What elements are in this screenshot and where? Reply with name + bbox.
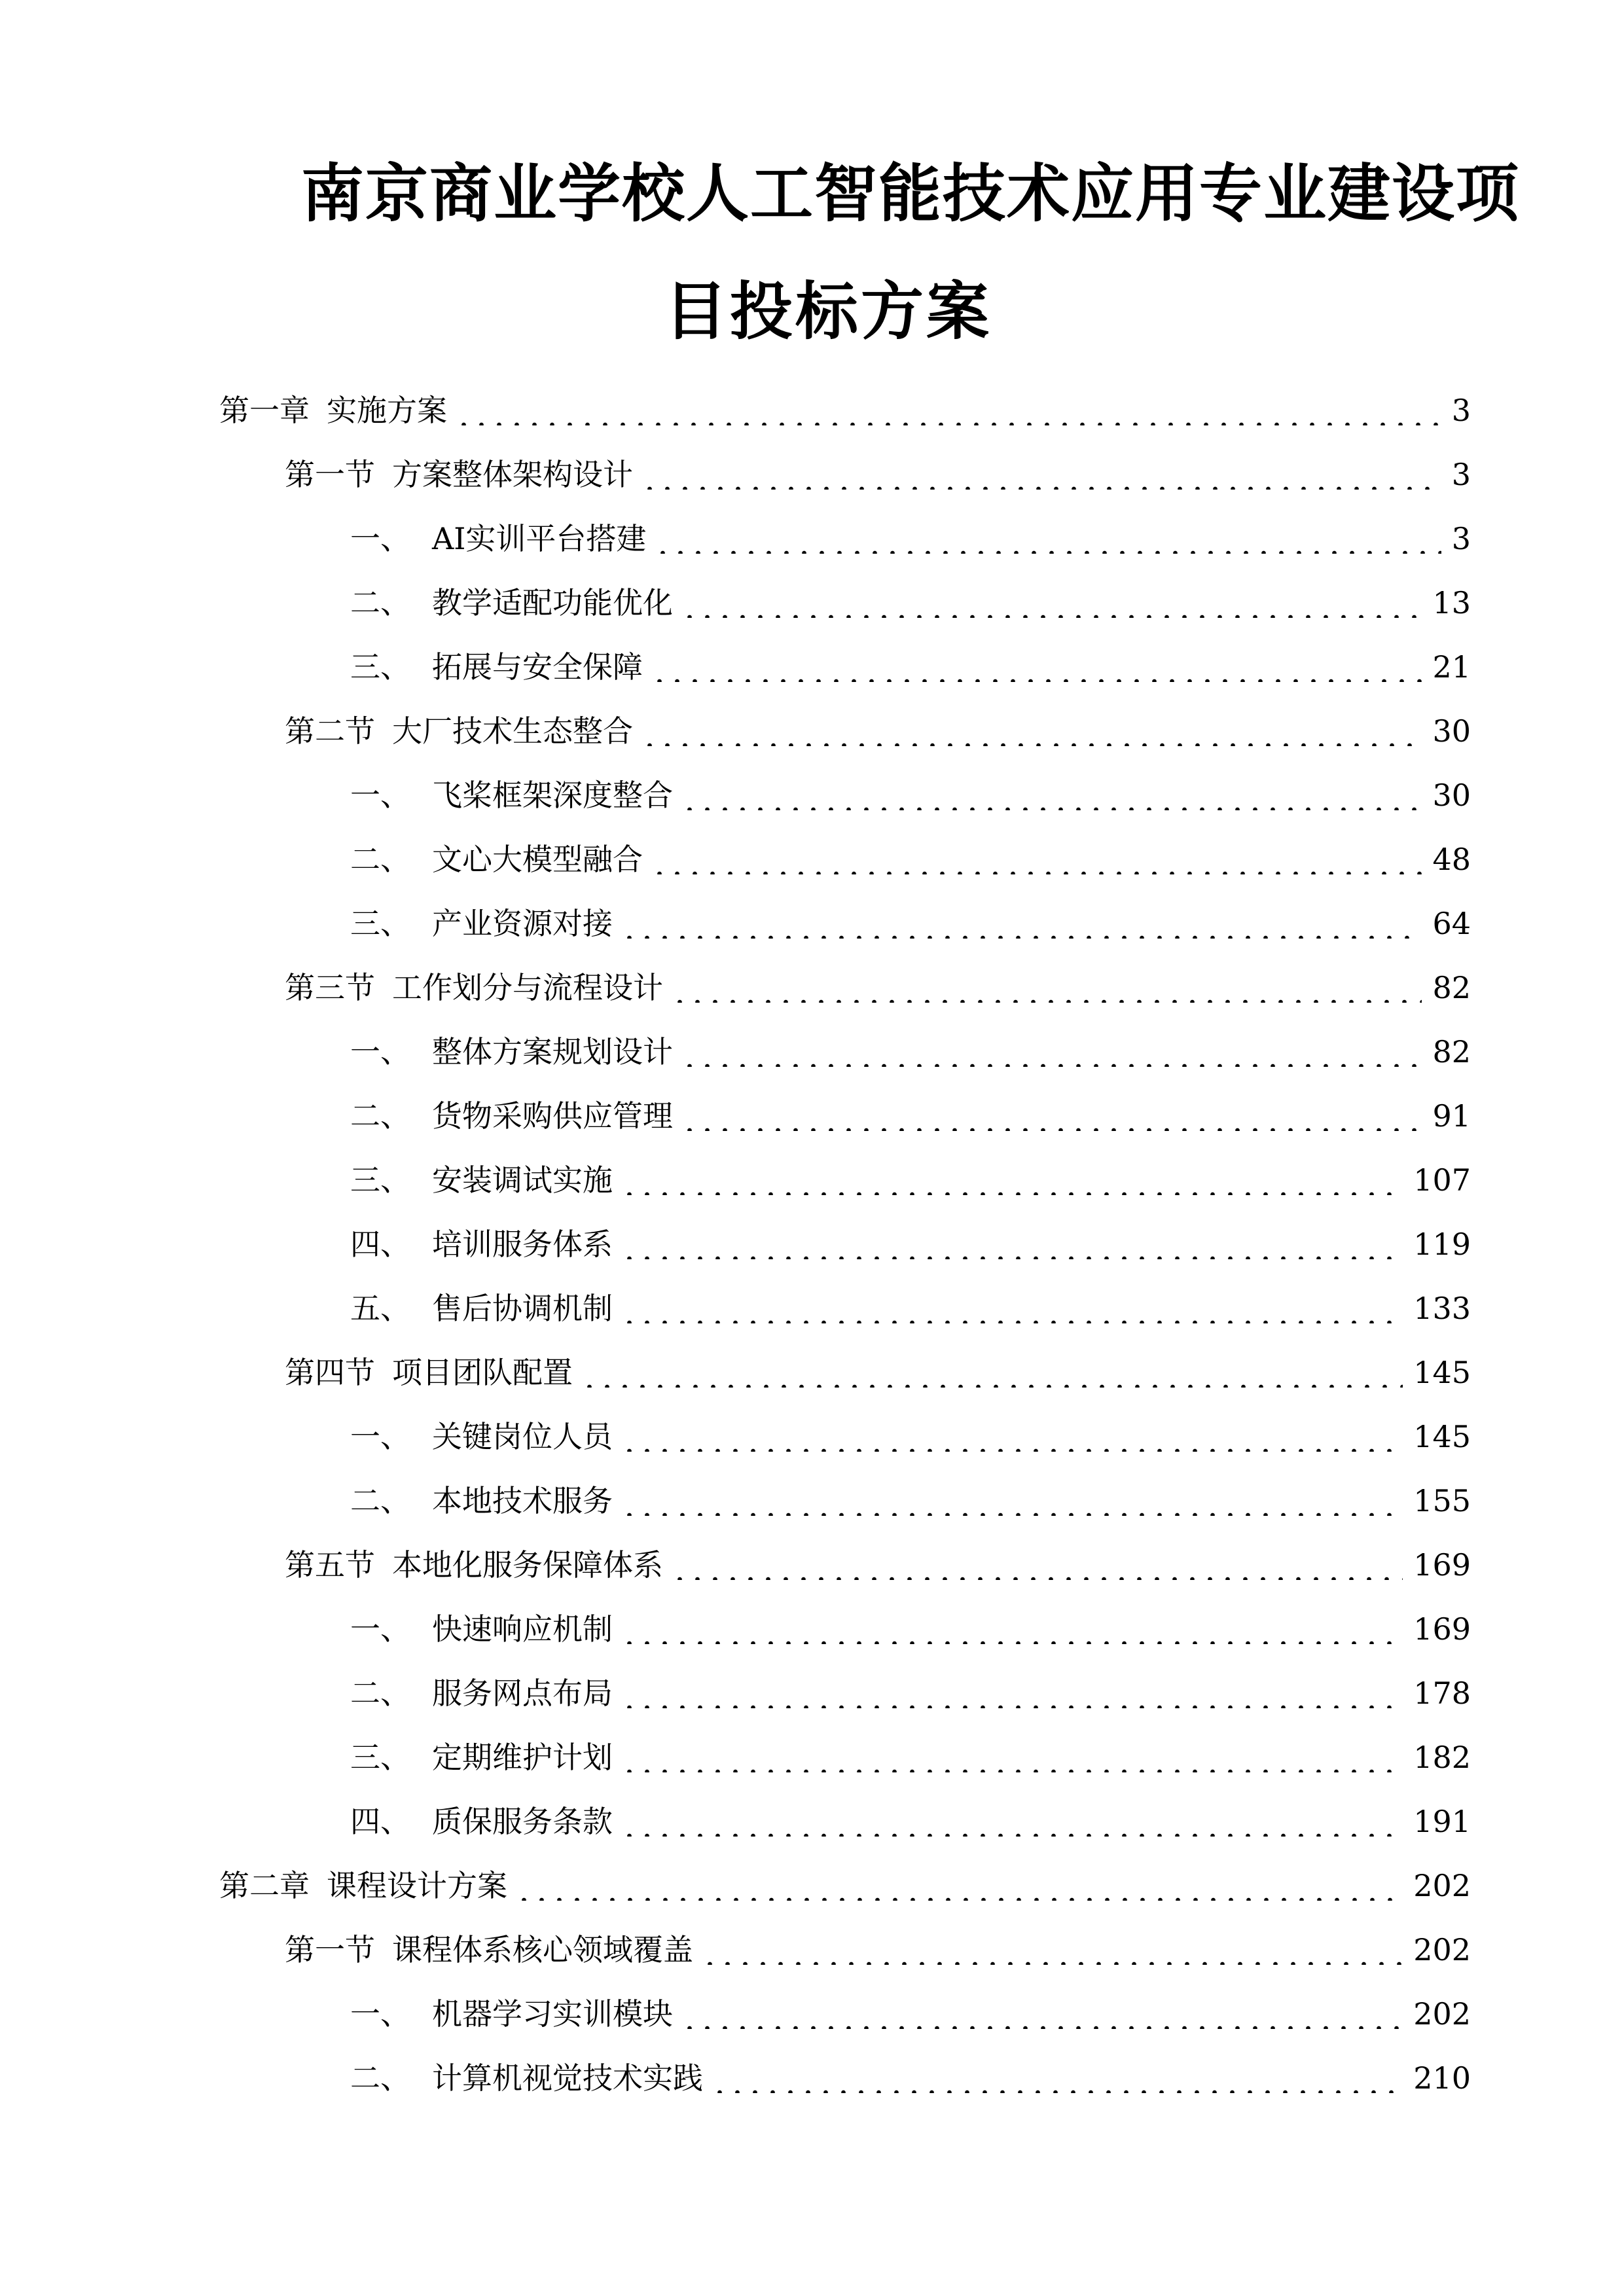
toc-page-number: 169 — [1413, 1611, 1471, 1647]
toc-entry-title: 货物采购供应管理 — [432, 1098, 673, 1134]
toc-entry-number: 二、 — [350, 1676, 410, 1711]
toc-page-number: 182 — [1413, 1740, 1471, 1775]
toc-entry-number: 二、 — [350, 842, 410, 877]
toc-entry-number: 一、 — [350, 1996, 410, 2032]
toc-section[interactable] — [285, 1348, 1471, 1388]
toc-entry-number: 二、 — [350, 1483, 410, 1518]
toc-dot-leader — [651, 835, 1422, 874]
toc-page-number: 48 — [1432, 842, 1471, 877]
toc-entry-number: 三、 — [350, 1740, 410, 1775]
toc-page-number: 133 — [1413, 1291, 1471, 1326]
toc-entry-number: 第一节 — [285, 1932, 375, 1967]
toc-subsection[interactable] — [350, 1990, 1471, 2032]
toc-page-number: 202 — [1413, 1868, 1471, 1903]
toc-entry-title: 工作划分与流程设计 — [392, 970, 663, 1005]
toc-page-number: 145 — [1413, 1355, 1471, 1390]
toc-section[interactable] — [285, 1926, 1471, 1965]
toc-entry-title: 售后协调机制 — [432, 1291, 613, 1326]
toc-entry-number: 第一节 — [285, 457, 375, 492]
toc-page-number: 30 — [1432, 778, 1471, 813]
toc-entry-title: 整体方案规划设计 — [432, 1034, 673, 1069]
toc-entry-number: 三、 — [350, 649, 410, 685]
toc-entry-title: 课程体系核心领域覆盖 — [392, 1932, 693, 1967]
toc-dot-leader — [711, 2054, 1403, 2093]
toc-entry-title: 机器学习实训模块 — [432, 1996, 673, 2032]
toc-entry-number: 一、 — [350, 1419, 410, 1454]
toc-entry-title: 文心大模型融合 — [432, 842, 643, 877]
toc-entry-number: 三、 — [350, 906, 410, 941]
toc-entry-number: 二、 — [350, 1098, 410, 1134]
toc-dot-leader — [621, 1797, 1403, 1837]
toc-entry-title: 项目团队配置 — [392, 1355, 573, 1390]
toc-subsection[interactable] — [350, 514, 1471, 554]
toc-entry-title: 关键岗位人员 — [432, 1419, 613, 1454]
toc-dot-leader — [671, 963, 1422, 1003]
toc-entry-title: 大厂技术生态整合 — [392, 713, 633, 749]
toc-entry-title: 方案整体架构设计 — [392, 457, 633, 492]
toc-page-number: 155 — [1413, 1483, 1471, 1518]
toc-entry-title: 实施方案 — [327, 393, 447, 428]
toc-page-number: 202 — [1413, 1932, 1471, 1967]
toc-dot-leader — [621, 1733, 1403, 1772]
toc-dot-leader — [621, 1156, 1403, 1195]
toc-entry-number: 一、 — [350, 778, 410, 813]
toc-subsection[interactable] — [350, 2054, 1471, 2096]
toc-subsection[interactable] — [350, 1669, 1471, 1711]
toc-entry-title: 定期维护计划 — [432, 1740, 613, 1775]
toc-entry-number: 第二章 — [219, 1868, 310, 1903]
toc-dot-leader — [581, 1348, 1403, 1388]
toc-entry-title: 课程设计方案 — [327, 1868, 507, 1903]
toc-subsection[interactable] — [350, 1477, 1471, 1516]
toc-subsection[interactable] — [350, 1797, 1471, 1837]
toc-section[interactable] — [285, 963, 1471, 1003]
toc-entry-number: 第一章 — [219, 393, 310, 428]
toc-dot-leader — [681, 1028, 1422, 1067]
toc-dot-leader — [621, 1669, 1403, 1708]
toc-entry-title: 质保服务条款 — [432, 1804, 613, 1839]
toc-subsection[interactable] — [350, 579, 1471, 618]
toc-page-number: 202 — [1413, 1996, 1471, 2032]
toc-subsection[interactable] — [350, 899, 1471, 939]
toc-subsection[interactable] — [350, 1156, 1471, 1198]
toc-subsection[interactable] — [350, 1284, 1471, 1326]
toc-entry-number: 一、 — [350, 1034, 410, 1069]
toc-page-number: 3 — [1451, 393, 1471, 428]
toc-entry-number: 二、 — [350, 2060, 410, 2096]
toc-page-number: 13 — [1432, 585, 1471, 620]
toc-entry-title: AI实训平台搭建 — [432, 521, 647, 556]
toc-subsection[interactable] — [350, 1605, 1471, 1647]
toc-subsection[interactable] — [350, 835, 1471, 877]
toc-entry-title: 快速响应机制 — [432, 1611, 613, 1647]
toc-page-number: 145 — [1413, 1419, 1471, 1454]
toc-dot-leader — [681, 1092, 1422, 1131]
toc-page-number: 64 — [1432, 906, 1471, 941]
toc-page-number: 191 — [1413, 1804, 1471, 1839]
toc-entry-title: 飞桨框架深度整合 — [432, 778, 673, 813]
toc-page-number: 91 — [1432, 1098, 1471, 1134]
toc-page-number: 119 — [1413, 1227, 1471, 1262]
toc-dot-leader — [681, 1990, 1403, 2029]
toc-subsection[interactable] — [350, 1733, 1471, 1775]
toc-dot-leader — [654, 514, 1441, 554]
toc-entry-number: 二、 — [350, 585, 410, 620]
toc-entry-title: 拓展与安全保障 — [432, 649, 643, 685]
toc-subsection[interactable] — [350, 1092, 1471, 1134]
toc-section[interactable] — [285, 1541, 1471, 1583]
toc-entry-number: 四、 — [350, 1804, 410, 1839]
toc-page-number: 82 — [1432, 1034, 1471, 1069]
toc-section[interactable] — [285, 450, 1471, 490]
toc-subsection[interactable] — [350, 1412, 1471, 1452]
toc-page-number: 3 — [1451, 521, 1471, 556]
toc-entry-number: 四、 — [350, 1227, 410, 1262]
toc-dot-leader — [621, 1477, 1403, 1516]
toc-entry-number: 第四节 — [285, 1355, 375, 1390]
toc-page-number: 3 — [1451, 457, 1471, 492]
toc-section[interactable] — [285, 707, 1471, 749]
toc-entry-title: 教学适配功能优化 — [432, 585, 673, 620]
toc-entry-title: 培训服务体系 — [432, 1227, 613, 1262]
document-title-line1: 南京商业学校人工智能技术应用专业建设项 — [301, 157, 1520, 230]
toc-dot-leader — [621, 1412, 1403, 1452]
toc-page-number: 169 — [1413, 1547, 1471, 1583]
toc-entry-title: 本地化服务保障体系 — [392, 1547, 663, 1583]
toc-entry-number: 五、 — [350, 1291, 410, 1326]
toc-entry-title: 产业资源对接 — [432, 906, 613, 941]
toc-dot-leader — [455, 386, 1441, 425]
toc-page-number: 82 — [1432, 970, 1471, 1005]
toc-subsection[interactable] — [350, 1220, 1471, 1262]
toc-subsection[interactable] — [350, 1028, 1471, 1067]
toc-dot-leader — [621, 1220, 1403, 1259]
toc-dot-leader — [621, 1605, 1403, 1644]
toc-entry-number: 第五节 — [285, 1547, 375, 1583]
toc-dot-leader — [671, 1541, 1403, 1580]
toc-chapter[interactable] — [219, 386, 1471, 428]
toc-entry-number: 一、 — [350, 1611, 410, 1647]
toc-dot-leader — [621, 1284, 1403, 1323]
toc-dot-leader — [681, 771, 1422, 810]
toc-entry-title: 服务网点布局 — [432, 1676, 613, 1711]
toc-dot-leader — [641, 707, 1422, 746]
toc-page-number: 107 — [1413, 1162, 1471, 1198]
toc-chapter[interactable] — [219, 1861, 1471, 1901]
toc-entry-number: 第二节 — [285, 713, 375, 749]
toc-dot-leader — [651, 643, 1422, 682]
toc-entry-number: 一、 — [350, 521, 410, 556]
toc-subsection[interactable] — [350, 643, 1471, 685]
toc-dot-leader — [515, 1861, 1403, 1901]
toc-subsection[interactable] — [350, 771, 1471, 813]
toc-entry-title: 本地技术服务 — [432, 1483, 613, 1518]
toc-entry-number: 三、 — [350, 1162, 410, 1198]
toc-entry-number: 第三节 — [285, 970, 375, 1005]
toc-dot-leader — [621, 899, 1422, 939]
toc-dot-leader — [701, 1926, 1403, 1965]
toc-page-number: 30 — [1432, 713, 1471, 749]
toc-page-number: 210 — [1413, 2060, 1471, 2096]
toc-dot-leader — [681, 579, 1422, 618]
toc-page-number: 178 — [1413, 1676, 1471, 1711]
toc-entry-title: 计算机视觉技术实践 — [432, 2060, 703, 2096]
document-title-line2: 目投标方案 — [664, 275, 992, 348]
toc-dot-leader — [641, 450, 1441, 490]
toc-page-number: 21 — [1432, 649, 1471, 685]
toc-entry-title: 安装调试实施 — [432, 1162, 613, 1198]
